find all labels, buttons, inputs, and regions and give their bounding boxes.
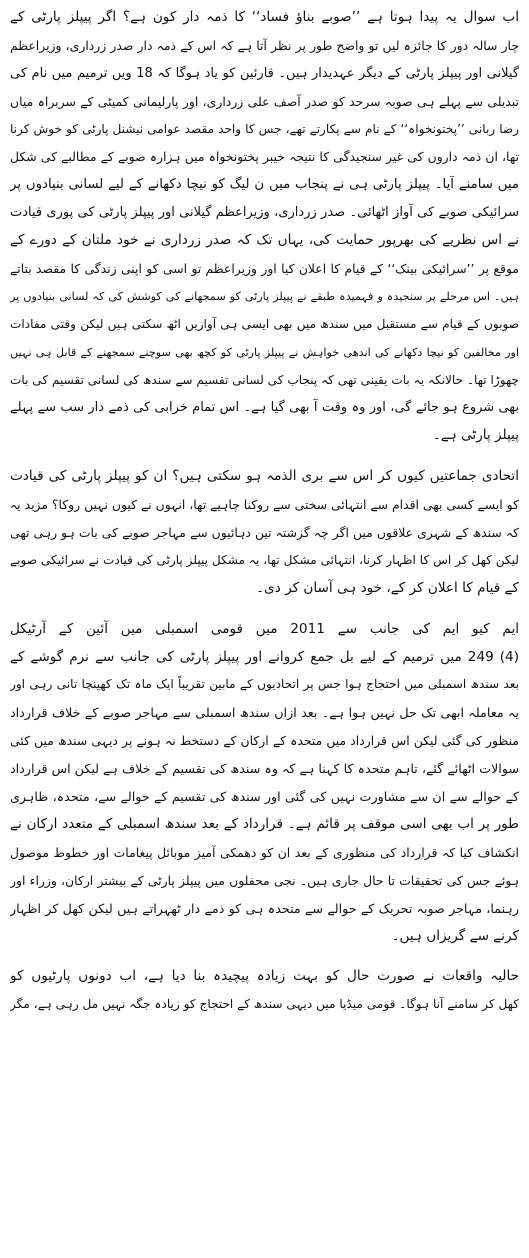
text-line: گیلانی اور پیپلز پارٹی کے دیگر عہدیدار ہیں۔ قارئین کو یاد ہوگا کہ 18 ویں ترمیم میں نام کی xyxy=(10,65,519,81)
text-line: کھل کر سامنے آنا ہوگا۔ قومی میڈیا میں دیہی سندھ کے احتجاج کو زیادہ جگہ نہیں مل رہی ہے، مگر xyxy=(10,997,519,1012)
text-line: کہ سندھ کے شہری علاقوں میں اگر چہ گزشتہ تین دہائیوں سے مہاجر صوبے کی بات ہو رہی تھی xyxy=(10,525,519,541)
text-line: بھی شروع ہو جائے گی، اور وہ وقت آ بھی گیا ہے۔ اس تمام خرابی کی ذمے دار سب سے پہلے xyxy=(10,400,519,416)
text-line: تبدیلی سے پہلے ہی صوبہ سرحد کو صدر آصف علی زرداری، اور پارلیمانی کمیٹی کے سربراہ میاں xyxy=(10,93,519,109)
paragraph-gap xyxy=(10,950,519,963)
article-body xyxy=(10,4,519,1019)
text-line: پیپلز پارٹی ہے۔ xyxy=(432,427,519,444)
text-line: کے قیام کا اعلان کر کے، خود ہی آسان کر دی۔ xyxy=(256,579,519,596)
text-line: بعد سندھ اسمبلی میں احتجاج ہوا جس پر اتحادیوں کے مابین تقریباً ایک ماہ تک کھینچا تانی رہی اور xyxy=(10,677,519,692)
text-line: سرائیکی صوبے کی آواز اٹھائی۔ صدر زرداری، وزیراعظم گیلانی اور پیپلز پارٹی کی پوری قیادت xyxy=(10,205,519,221)
text-line: انکشاف کیا کہ قرارداد کی منظوری کے بعد ان کو دھمکی آمیز موبائل پیغامات اور خطوط موصول xyxy=(10,844,519,860)
paragraph xyxy=(10,463,519,602)
text-line: (4) 249 میں ترمیم کے لیے بل جمع کروانے اور پیپلز پارٹی کی جانب سے نرم گوشے کے xyxy=(10,648,519,665)
text-line: یہ معاملہ ابھی تک حل نہیں ہوا ہے۔ بعد ازاں سندھ اسمبلی سے مہاجر صوبے کے خلاف قرارداد xyxy=(10,705,519,721)
text-line: میں سامنے آیا۔ پیپلز پارٹی ہی نے پنجاب میں ن لیگ کو نیچا دکھانے کے لیے لسانی بنیادوں پر xyxy=(10,177,519,193)
text-line: رہنما، مہاجر صوبہ تحریک کے حوالے سے متحدہ ہی کو ذمے دار ٹھہراتے ہیں لیکن کھل کر اظہار xyxy=(10,900,519,916)
text-line: حالیہ واقعات نے صورت حال کو بہت زیادہ پیچیدہ بنا دیا ہے، اب دونوں پارٹیوں کو xyxy=(10,968,519,985)
paragraph-gap xyxy=(10,603,519,616)
text-line: نے اس نظریے کی بھرپور حمایت کی، یہاں تک کہ صدر زرداری نے خود ملتان کے دورے کے xyxy=(10,232,519,249)
paragraph-gap xyxy=(10,450,519,463)
text-line: ایم کیو ایم کی جانب سے 2011 میں قومی اسمبلی میں آئین کے آرٹیکل xyxy=(10,620,519,637)
paragraph xyxy=(10,4,519,450)
text-line: کے حوالے سے ان سے مشاورت نہیں کی گئی اور سندھ کی تقسیم کے حوالے سے، متحدہ، ظاہری xyxy=(10,789,519,805)
text-line: اب سوال یہ پیدا ہوتا ہے ’’صوبے بناؤ فساد‘‘ کا ذمہ دار کون ہے؟ اگر پیپلز پارٹی کے xyxy=(10,9,519,25)
text-line: اور مخالفین کو نیچا دکھانے کی اندھی خواہش نے پیپلز پارٹی کو کچھ بھی سوچنے سمجھنے کے قابل ہی نہیں xyxy=(10,345,519,359)
text-line: چار سالہ دور کا جائزہ لیں تو واضح طور پر نظر آتا ہے کہ اس کے ذمہ دار صدر زرداری، وزیراعظم xyxy=(10,37,519,53)
text-line: کرنے سے گریزاں ہیں۔ xyxy=(391,927,519,944)
text-line: کو ایسے کسی بھی اقدام سے انتہائی سختی سے روکنا چاہیے تھا، انہوں نے کیوں نہیں روکا؟ مزید یہ xyxy=(10,497,519,513)
paragraph xyxy=(10,616,519,951)
text-line: ہیں۔ اس مرحلے پر سنجیدہ و فہمیدہ طبقے نے پیپلز پارٹی کو سمجھانے کی کوشش کی کہ لسانی بنیادوں پر xyxy=(10,289,519,303)
text-line: صوبوں کے قیام سے مستقبل میں سندھ میں بھی ایسی ہی آوازیں اٹھ سکتی ہیں لیکن وقتی مفادات xyxy=(10,316,519,331)
text-line: ہوئے جس کی تحقیقات تا حال جاری ہیں۔ نجی محفلوں میں پیپلز پارٹی کے بیشتر ارکان، وزراء اور xyxy=(10,872,519,888)
text-line: منظور کی گئی لیکن اس قرارداد میں متحدہ کے ارکان کے دستخط نہ ہونے پر دیہی سندھ میں کئی xyxy=(10,733,519,749)
text-line: چھوڑا تھا۔ حالانکہ یہ بات یقینی تھی کہ پنجاب کی لسانی تقسیم سے سندھ کی لسانی تقسیم کی بات xyxy=(10,372,519,387)
text-line: طور پر اب بھی اسی موقف پر قائم ہے۔ قرارداد کے بعد سندھ اسمبلی کے متعدد ارکان نے xyxy=(10,815,519,832)
text-line: سوالات اٹھائے گئے، تاہم متحدہ کا کہنا ہے کہ وہ سندھ کی تقسیم کے خلاف ہے لیکن اس قرارداد xyxy=(10,761,519,777)
text-line: لیکن کھل کر اس کا اظہار کرنا، انتہائی مشکل تھا، یہ مشکل پیپلز پارٹی کی قیادت نے سرائیکی صوبے xyxy=(10,552,519,567)
text-line: اتحادی جماعتیں کیوں کر اس سے بری الذمہ ہو سکتی ہیں؟ ان کو پیپلز پارٹی کی قیادت xyxy=(10,468,519,485)
paragraph xyxy=(10,963,519,1019)
text-line: تھا، ان ذمہ داروں کی غیر سنجیدگی کا نتیجہ خیبر پختونخواہ میں ہزارہ صوبے کے مطالبے کی شکل xyxy=(10,149,519,165)
text-line: رضا ربانی ’’پختونخواہ‘‘ کے نام سے پکارتے تھے، جس کا واحد مقصد عوامی نیشنل پارٹی کو خوش کرنا xyxy=(10,121,519,136)
text-line: موقع پر ’’سرائیکی بینک‘‘ کے قیام کا اعلان کیا اور وزیراعظم تو اسی کو اپنی زندگی کا مقصد بتاتے xyxy=(10,261,519,277)
